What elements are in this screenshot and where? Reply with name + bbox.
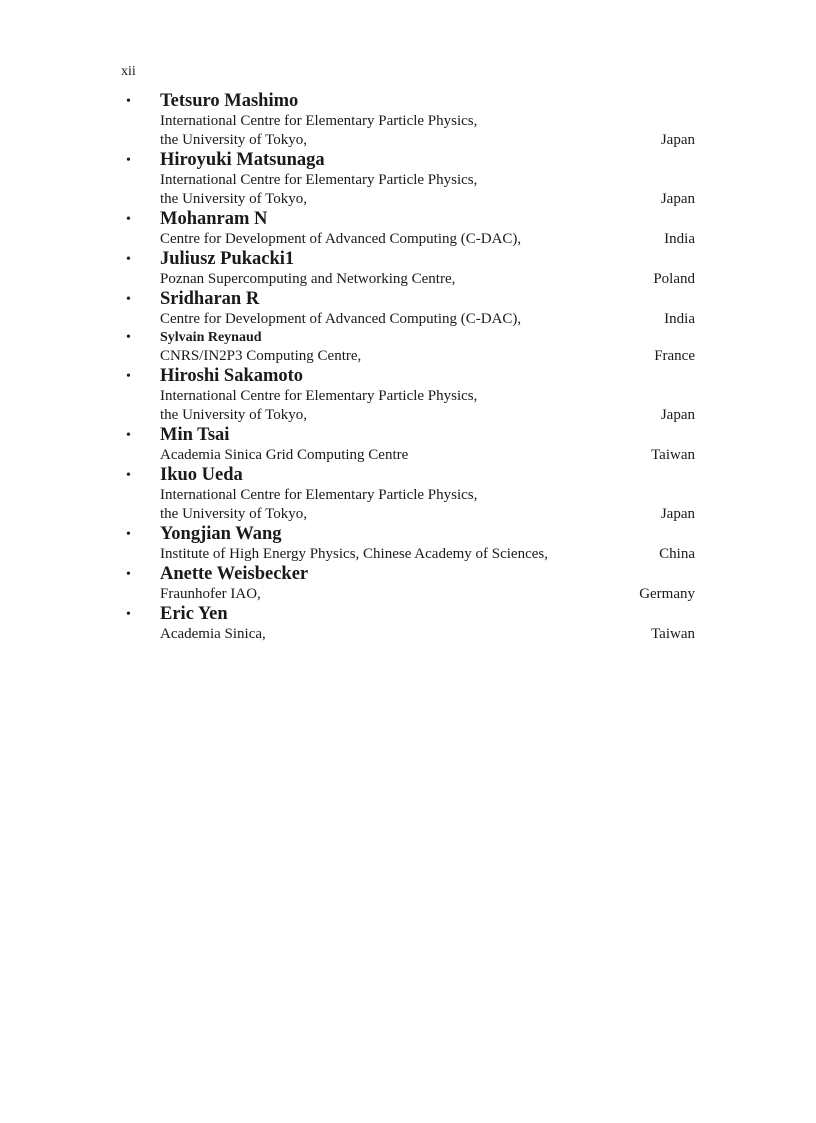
contributor-entry bbox=[121, 150, 695, 209]
country: India bbox=[664, 311, 695, 327]
affiliation-line: Poznan Supercomputing and Networking Centre, bbox=[160, 271, 456, 287]
affiliation-line: Academia Sinica, bbox=[160, 626, 266, 642]
country: Poland bbox=[653, 271, 695, 287]
contributor-entry bbox=[121, 329, 695, 366]
bullet: • bbox=[126, 527, 131, 542]
contributor-entry bbox=[121, 425, 695, 465]
affiliation-line: Fraunhofer IAO, bbox=[160, 586, 261, 602]
country: China bbox=[659, 546, 695, 562]
affiliation-line: CNRS/IN2P3 Computing Centre, bbox=[160, 348, 362, 364]
bullet: • bbox=[126, 567, 131, 582]
contributor-entry bbox=[121, 366, 695, 425]
bullet: • bbox=[126, 212, 131, 227]
contributor-name: Sridharan R bbox=[160, 289, 260, 309]
affiliation-line: Centre for Development of Advanced Computing (C-DAC), bbox=[160, 231, 522, 247]
affiliation bbox=[160, 545, 695, 564]
affiliation-line: the University of Tokyo, bbox=[160, 132, 307, 148]
affiliation bbox=[160, 347, 695, 366]
affiliation-line: the University of Tokyo, bbox=[160, 506, 307, 522]
country: Taiwan bbox=[651, 447, 695, 463]
bullet: • bbox=[126, 468, 131, 483]
affiliation bbox=[160, 230, 695, 249]
contributor-name: Hiroshi Sakamoto bbox=[160, 366, 304, 386]
contributor-entry bbox=[121, 524, 695, 564]
bullet: • bbox=[126, 607, 131, 622]
affiliation-line: International Centre for Elementary Particle Physics, bbox=[160, 113, 478, 129]
contributor-name: Eric Yen bbox=[160, 604, 228, 624]
affiliation bbox=[160, 270, 695, 289]
contributor-entry bbox=[121, 465, 695, 524]
contributor-name: Anette Weisbecker bbox=[160, 564, 309, 584]
contributor-name: Tetsuro Mashimo bbox=[160, 91, 299, 111]
contributor-entry bbox=[121, 604, 695, 644]
affiliation-line: Institute of High Energy Physics, Chinese Academy of Sciences, bbox=[160, 546, 548, 562]
affiliation bbox=[160, 171, 695, 209]
bullet: • bbox=[126, 153, 131, 168]
affiliation-line: Centre for Development of Advanced Computing (C-DAC), bbox=[160, 311, 522, 327]
contributor-entry bbox=[121, 91, 695, 150]
bullet: • bbox=[126, 369, 131, 384]
contributor-name: Hiroyuki Matsunaga bbox=[160, 150, 325, 170]
page-number: xii bbox=[121, 64, 136, 79]
bullet: • bbox=[126, 94, 131, 109]
affiliation bbox=[160, 625, 695, 644]
contributor-name: Mohanram N bbox=[160, 209, 268, 229]
country: Japan bbox=[660, 132, 695, 148]
affiliation bbox=[160, 585, 695, 604]
affiliation-line: International Centre for Elementary Particle Physics, bbox=[160, 487, 478, 503]
affiliation-line: International Centre for Elementary Particle Physics, bbox=[160, 388, 478, 404]
country: Taiwan bbox=[651, 626, 695, 642]
bullet: • bbox=[126, 428, 131, 443]
country: Japan bbox=[660, 191, 695, 207]
affiliation-line: Academia Sinica Grid Computing Centre bbox=[160, 447, 409, 463]
affiliation bbox=[160, 112, 695, 150]
contributor-entry bbox=[121, 209, 695, 249]
affiliation bbox=[160, 310, 695, 329]
bullet: • bbox=[126, 330, 131, 345]
affiliation bbox=[160, 446, 695, 465]
contributor-entry bbox=[121, 249, 695, 289]
contributor-name: Ikuo Ueda bbox=[160, 465, 243, 485]
affiliation-line: the University of Tokyo, bbox=[160, 407, 307, 423]
bullet: • bbox=[126, 252, 131, 267]
affiliation bbox=[160, 486, 695, 524]
affiliation-line: the University of Tokyo, bbox=[160, 191, 307, 207]
affiliation-line: International Centre for Elementary Particle Physics, bbox=[160, 172, 478, 188]
contributor-name: Sylvain Reynaud bbox=[160, 330, 262, 345]
contributor-name: Juliusz Pukacki1 bbox=[160, 249, 295, 269]
country: France bbox=[654, 348, 695, 364]
contributor-list bbox=[121, 91, 695, 644]
contributor-name: Yongjian Wang bbox=[160, 524, 282, 544]
country: Japan bbox=[660, 506, 695, 522]
country: Germany bbox=[639, 586, 695, 602]
contributor-entry bbox=[121, 289, 695, 329]
contributor-entry bbox=[121, 564, 695, 604]
contributor-name: Min Tsai bbox=[160, 425, 230, 445]
country: India bbox=[664, 231, 695, 247]
country: Japan bbox=[660, 407, 695, 423]
bullet: • bbox=[126, 292, 131, 307]
affiliation bbox=[160, 387, 695, 425]
